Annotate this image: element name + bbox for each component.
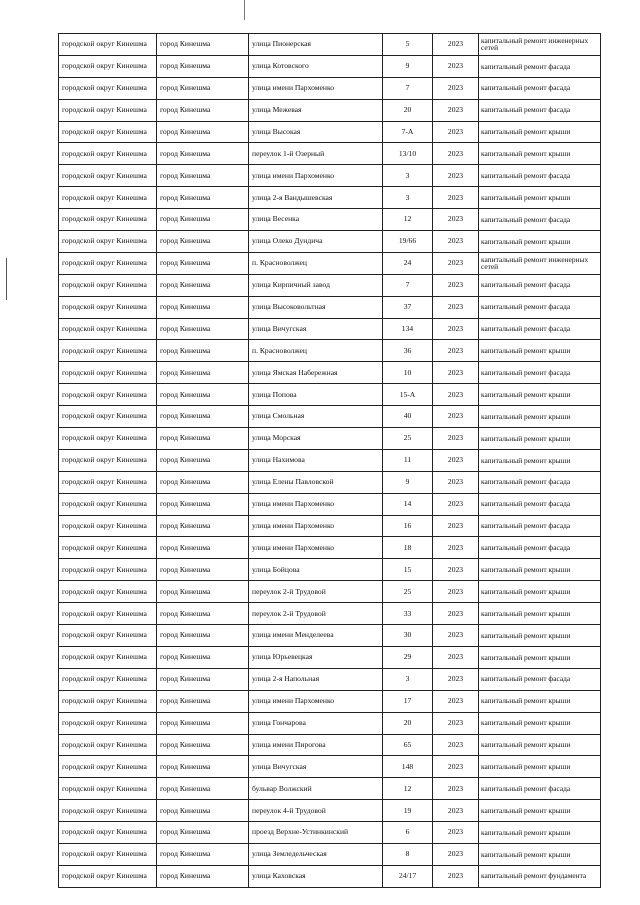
street-cell: улица Вичугская xyxy=(249,756,383,778)
year-cell: 2023 xyxy=(433,625,479,647)
street-cell: улица Высокая xyxy=(249,121,383,143)
municipality-cell: городской округ Кинешма xyxy=(59,406,157,428)
work-type-cell: капитальный ремонт крыши xyxy=(479,822,601,844)
table-row xyxy=(59,428,601,450)
table-row xyxy=(59,34,601,56)
year-cell: 2023 xyxy=(433,187,479,209)
locality-cell: город Кинешма xyxy=(157,712,249,734)
work-type-cell: капитальный ремонт крыши xyxy=(479,646,601,668)
work-type-cell: капитальный ремонт крыши xyxy=(479,384,601,406)
locality-cell: город Кинешма xyxy=(157,143,249,165)
table-row xyxy=(59,362,601,384)
locality-cell: город Кинешма xyxy=(157,77,249,99)
locality-cell: город Кинешма xyxy=(157,384,249,406)
house-number-cell: 30 xyxy=(383,625,433,647)
street-cell: проезд Верхне-Устинкинский xyxy=(249,822,383,844)
work-type-cell: капитальный ремонт крыши xyxy=(479,603,601,625)
table-row xyxy=(59,668,601,690)
house-number-cell: 37 xyxy=(383,296,433,318)
table-row xyxy=(59,209,601,231)
year-cell: 2023 xyxy=(433,734,479,756)
street-cell: переулок 2-й Трудовой xyxy=(249,581,383,603)
municipality-cell: городской округ Кинешма xyxy=(59,209,157,231)
work-type-cell: капитальный ремонт фасада xyxy=(479,209,601,231)
locality-cell: город Кинешма xyxy=(157,340,249,362)
house-number-cell: 3 xyxy=(383,668,433,690)
locality-cell: город Кинешма xyxy=(157,800,249,822)
work-type-cell: капитальный ремонт фасада xyxy=(479,362,601,384)
house-number-cell: 24 xyxy=(383,252,433,274)
house-number-cell: 14 xyxy=(383,493,433,515)
street-cell: улица Кирпичный завод xyxy=(249,274,383,296)
house-number-cell: 29 xyxy=(383,646,433,668)
work-type-cell: капитальный ремонт крыши xyxy=(479,843,601,865)
municipality-cell: городской округ Кинешма xyxy=(59,274,157,296)
house-number-cell: 3 xyxy=(383,165,433,187)
table-row xyxy=(59,296,601,318)
municipality-cell: городской округ Кинешма xyxy=(59,493,157,515)
table-row xyxy=(59,800,601,822)
house-number-cell: 134 xyxy=(383,318,433,340)
street-cell: улица Нахимова xyxy=(249,449,383,471)
street-cell: улица Смольная xyxy=(249,406,383,428)
house-number-cell: 33 xyxy=(383,603,433,625)
work-type-cell: капитальный ремонт крыши xyxy=(479,449,601,471)
work-type-cell: капитальный ремонт фасада xyxy=(479,778,601,800)
house-number-cell: 13/10 xyxy=(383,143,433,165)
year-cell: 2023 xyxy=(433,274,479,296)
house-number-cell: 20 xyxy=(383,99,433,121)
street-cell: улица имени Пархоменко xyxy=(249,515,383,537)
municipality-cell: городской округ Кинешма xyxy=(59,449,157,471)
street-cell: переулок 2-й Трудовой xyxy=(249,603,383,625)
year-cell: 2023 xyxy=(433,843,479,865)
year-cell: 2023 xyxy=(433,428,479,450)
year-cell: 2023 xyxy=(433,340,479,362)
year-cell: 2023 xyxy=(433,143,479,165)
municipality-cell: городской округ Кинешма xyxy=(59,822,157,844)
house-number-cell: 148 xyxy=(383,756,433,778)
municipality-cell: городской округ Кинешма xyxy=(59,77,157,99)
street-cell: улица Ямская Набережная xyxy=(249,362,383,384)
street-cell: п. Красноволжец xyxy=(249,252,383,274)
locality-cell: город Кинешма xyxy=(157,625,249,647)
house-number-cell: 20 xyxy=(383,712,433,734)
locality-cell: город Кинешма xyxy=(157,121,249,143)
table-row xyxy=(59,99,601,121)
street-cell: улица Гончарова xyxy=(249,712,383,734)
table-row xyxy=(59,559,601,581)
work-type-cell: капитальный ремонт фасада xyxy=(479,668,601,690)
street-cell: улица Земледельческая xyxy=(249,843,383,865)
municipality-cell: городской округ Кинешма xyxy=(59,668,157,690)
municipality-cell: городской округ Кинешма xyxy=(59,778,157,800)
locality-cell: город Кинешма xyxy=(157,406,249,428)
work-type-cell: капитальный ремонт фасада xyxy=(479,471,601,493)
locality-cell: город Кинешма xyxy=(157,865,249,887)
year-cell: 2023 xyxy=(433,296,479,318)
table-row xyxy=(59,471,601,493)
year-cell: 2023 xyxy=(433,668,479,690)
work-type-cell: капитальный ремонт крыши xyxy=(479,340,601,362)
locality-cell: город Кинешма xyxy=(157,493,249,515)
municipality-cell: городской округ Кинешма xyxy=(59,559,157,581)
table-body xyxy=(59,34,601,888)
locality-cell: город Кинешма xyxy=(157,515,249,537)
street-cell: улица имени Пирогова xyxy=(249,734,383,756)
table-row xyxy=(59,252,601,274)
street-cell: улица 2-я Напольная xyxy=(249,668,383,690)
locality-cell: город Кинешма xyxy=(157,603,249,625)
table-row xyxy=(59,843,601,865)
municipality-cell: городской округ Кинешма xyxy=(59,187,157,209)
year-cell: 2023 xyxy=(433,384,479,406)
street-cell: улица Бойцова xyxy=(249,559,383,581)
municipality-cell: городской округ Кинешма xyxy=(59,865,157,887)
street-cell: улица Весенка xyxy=(249,209,383,231)
work-type-cell: капитальный ремонт крыши xyxy=(479,712,601,734)
house-number-cell: 5 xyxy=(383,34,433,56)
work-type-cell: капитальный ремонт фасада xyxy=(479,515,601,537)
year-cell: 2023 xyxy=(433,537,479,559)
work-type-cell: капитальный ремонт фасада xyxy=(479,55,601,77)
locality-cell: город Кинешма xyxy=(157,99,249,121)
locality-cell: город Кинешма xyxy=(157,537,249,559)
house-number-cell: 7 xyxy=(383,77,433,99)
table-row xyxy=(59,537,601,559)
table-row xyxy=(59,515,601,537)
work-type-cell: капитальный ремонт фасада xyxy=(479,537,601,559)
house-number-cell: 9 xyxy=(383,471,433,493)
work-type-cell: капитальный ремонт крыши xyxy=(479,581,601,603)
municipality-cell: городской округ Кинешма xyxy=(59,625,157,647)
scan-mark-left xyxy=(6,258,7,300)
year-cell: 2023 xyxy=(433,756,479,778)
locality-cell: город Кинешма xyxy=(157,55,249,77)
street-cell: переулок 4-й Трудовой xyxy=(249,800,383,822)
year-cell: 2023 xyxy=(433,34,479,56)
work-type-cell: капитальный ремонт фасада xyxy=(479,165,601,187)
table-row xyxy=(59,734,601,756)
year-cell: 2023 xyxy=(433,252,479,274)
municipality-cell: городской округ Кинешма xyxy=(59,362,157,384)
house-number-cell: 19 xyxy=(383,800,433,822)
locality-cell: город Кинешма xyxy=(157,187,249,209)
table-row xyxy=(59,55,601,77)
year-cell: 2023 xyxy=(433,559,479,581)
year-cell: 2023 xyxy=(433,515,479,537)
municipality-cell: городской округ Кинешма xyxy=(59,165,157,187)
year-cell: 2023 xyxy=(433,493,479,515)
municipality-cell: городской округ Кинешма xyxy=(59,384,157,406)
year-cell: 2023 xyxy=(433,99,479,121)
locality-cell: город Кинешма xyxy=(157,646,249,668)
street-cell: улица Елены Павловской xyxy=(249,471,383,493)
municipality-cell: городской округ Кинешма xyxy=(59,34,157,56)
street-cell: улица Морская xyxy=(249,428,383,450)
street-cell: улица имени Пархоменко xyxy=(249,537,383,559)
locality-cell: город Кинешма xyxy=(157,734,249,756)
table-row xyxy=(59,121,601,143)
municipality-cell: городской округ Кинешма xyxy=(59,603,157,625)
work-type-cell: капитальный ремонт крыши xyxy=(479,406,601,428)
street-cell: улица имени Менделеева xyxy=(249,625,383,647)
locality-cell: город Кинешма xyxy=(157,209,249,231)
municipality-cell: городской округ Кинешма xyxy=(59,646,157,668)
year-cell: 2023 xyxy=(433,471,479,493)
locality-cell: город Кинешма xyxy=(157,471,249,493)
locality-cell: город Кинешма xyxy=(157,581,249,603)
municipality-cell: городской округ Кинешма xyxy=(59,99,157,121)
locality-cell: город Кинешма xyxy=(157,231,249,253)
work-type-cell: капитальный ремонт фасада xyxy=(479,318,601,340)
municipality-cell: городской округ Кинешма xyxy=(59,318,157,340)
street-cell: бульвар Волжский xyxy=(249,778,383,800)
year-cell: 2023 xyxy=(433,690,479,712)
street-cell: улица Попова xyxy=(249,384,383,406)
locality-cell: город Кинешма xyxy=(157,690,249,712)
year-cell: 2023 xyxy=(433,55,479,77)
year-cell: 2023 xyxy=(433,231,479,253)
locality-cell: город Кинешма xyxy=(157,252,249,274)
work-type-cell: капитальный ремонт крыши xyxy=(479,756,601,778)
year-cell: 2023 xyxy=(433,865,479,887)
repair-schedule-table xyxy=(58,33,601,888)
locality-cell: город Кинешма xyxy=(157,756,249,778)
house-number-cell: 8 xyxy=(383,843,433,865)
house-number-cell: 7 xyxy=(383,274,433,296)
locality-cell: город Кинешма xyxy=(157,778,249,800)
table-row xyxy=(59,77,601,99)
house-number-cell: 19/66 xyxy=(383,231,433,253)
municipality-cell: городской округ Кинешма xyxy=(59,55,157,77)
work-type-cell: капитальный ремонт фасада xyxy=(479,274,601,296)
street-cell: улица Высоковольтная xyxy=(249,296,383,318)
work-type-cell: капитальный ремонт крыши xyxy=(479,559,601,581)
street-cell: улица Вичугская xyxy=(249,318,383,340)
street-cell: улица Межевая xyxy=(249,99,383,121)
work-type-cell: капитальный ремонт крыши xyxy=(479,734,601,756)
table-row xyxy=(59,646,601,668)
table-row xyxy=(59,712,601,734)
table-row xyxy=(59,165,601,187)
work-type-cell: капитальный ремонт инженерных сетей xyxy=(479,34,601,56)
year-cell: 2023 xyxy=(433,712,479,734)
year-cell: 2023 xyxy=(433,778,479,800)
year-cell: 2023 xyxy=(433,362,479,384)
table-row xyxy=(59,756,601,778)
municipality-cell: городской округ Кинешма xyxy=(59,843,157,865)
municipality-cell: городской округ Кинешма xyxy=(59,340,157,362)
table-row xyxy=(59,690,601,712)
table-row xyxy=(59,822,601,844)
work-type-cell: капитальный ремонт фасада xyxy=(479,296,601,318)
locality-cell: город Кинешма xyxy=(157,296,249,318)
work-type-cell: капитальный ремонт инженерных сетей xyxy=(479,252,601,274)
house-number-cell: 15-А xyxy=(383,384,433,406)
municipality-cell: городской округ Кинешма xyxy=(59,537,157,559)
table-row xyxy=(59,340,601,362)
house-number-cell: 3 xyxy=(383,187,433,209)
house-number-cell: 15 xyxy=(383,559,433,581)
work-type-cell: капитальный ремонт крыши xyxy=(479,800,601,822)
year-cell: 2023 xyxy=(433,77,479,99)
table-row xyxy=(59,384,601,406)
street-cell: улица имени Пархоменко xyxy=(249,493,383,515)
table-row xyxy=(59,865,601,887)
year-cell: 2023 xyxy=(433,646,479,668)
table-row xyxy=(59,406,601,428)
municipality-cell: городской округ Кинешма xyxy=(59,712,157,734)
house-number-cell: 18 xyxy=(383,537,433,559)
work-type-cell: капитальный ремонт фасада xyxy=(479,77,601,99)
work-type-cell: капитальный ремонт крыши xyxy=(479,428,601,450)
table-row xyxy=(59,778,601,800)
locality-cell: город Кинешма xyxy=(157,559,249,581)
work-type-cell: капитальный ремонт фасада xyxy=(479,99,601,121)
table-row xyxy=(59,274,601,296)
house-number-cell: 40 xyxy=(383,406,433,428)
municipality-cell: городской округ Кинешма xyxy=(59,581,157,603)
house-number-cell: 65 xyxy=(383,734,433,756)
year-cell: 2023 xyxy=(433,406,479,428)
house-number-cell: 24/17 xyxy=(383,865,433,887)
house-number-cell: 11 xyxy=(383,449,433,471)
street-cell: улица Каховская xyxy=(249,865,383,887)
locality-cell: город Кинешма xyxy=(157,318,249,340)
municipality-cell: городской округ Кинешма xyxy=(59,471,157,493)
table-row xyxy=(59,449,601,471)
year-cell: 2023 xyxy=(433,449,479,471)
street-cell: улица имени Пархоменко xyxy=(249,77,383,99)
street-cell: п. Красноволжец xyxy=(249,340,383,362)
municipality-cell: городской округ Кинешма xyxy=(59,231,157,253)
municipality-cell: городской округ Кинешма xyxy=(59,800,157,822)
municipality-cell: городской округ Кинешма xyxy=(59,734,157,756)
year-cell: 2023 xyxy=(433,800,479,822)
table-row xyxy=(59,231,601,253)
locality-cell: город Кинешма xyxy=(157,165,249,187)
house-number-cell: 17 xyxy=(383,690,433,712)
scan-mark-top xyxy=(244,0,245,20)
locality-cell: город Кинешма xyxy=(157,668,249,690)
street-cell: улица 2-я Вандышевская xyxy=(249,187,383,209)
street-cell: улица Юрьевецкая xyxy=(249,646,383,668)
street-cell: улица Котовского xyxy=(249,55,383,77)
municipality-cell: городской округ Кинешма xyxy=(59,428,157,450)
house-number-cell: 7-А xyxy=(383,121,433,143)
year-cell: 2023 xyxy=(433,121,479,143)
table-row xyxy=(59,143,601,165)
house-number-cell: 12 xyxy=(383,778,433,800)
work-type-cell: капитальный ремонт крыши xyxy=(479,143,601,165)
locality-cell: город Кинешма xyxy=(157,428,249,450)
municipality-cell: городской округ Кинешма xyxy=(59,690,157,712)
locality-cell: город Кинешма xyxy=(157,822,249,844)
street-cell: улица имени Пархоменко xyxy=(249,690,383,712)
work-type-cell: капитальный ремонт фундамента xyxy=(479,865,601,887)
house-number-cell: 25 xyxy=(383,581,433,603)
locality-cell: город Кинешма xyxy=(157,843,249,865)
table-row xyxy=(59,603,601,625)
locality-cell: город Кинешма xyxy=(157,362,249,384)
house-number-cell: 9 xyxy=(383,55,433,77)
year-cell: 2023 xyxy=(433,165,479,187)
work-type-cell: капитальный ремонт фасада xyxy=(479,493,601,515)
house-number-cell: 36 xyxy=(383,340,433,362)
table-row xyxy=(59,493,601,515)
work-type-cell: капитальный ремонт крыши xyxy=(479,187,601,209)
year-cell: 2023 xyxy=(433,822,479,844)
municipality-cell: городской округ Кинешма xyxy=(59,296,157,318)
street-cell: улица Пионерская xyxy=(249,34,383,56)
year-cell: 2023 xyxy=(433,581,479,603)
locality-cell: город Кинешма xyxy=(157,449,249,471)
work-type-cell: капитальный ремонт крыши xyxy=(479,121,601,143)
house-number-cell: 10 xyxy=(383,362,433,384)
table-row xyxy=(59,187,601,209)
locality-cell: город Кинешма xyxy=(157,34,249,56)
house-number-cell: 6 xyxy=(383,822,433,844)
work-type-cell: капитальный ремонт крыши xyxy=(479,231,601,253)
street-cell: улица имени Пархоменко xyxy=(249,165,383,187)
municipality-cell: городской округ Кинешма xyxy=(59,143,157,165)
table-row xyxy=(59,318,601,340)
municipality-cell: городской округ Кинешма xyxy=(59,252,157,274)
street-cell: переулок 1-й Озерный xyxy=(249,143,383,165)
municipality-cell: городской округ Кинешма xyxy=(59,515,157,537)
work-type-cell: капитальный ремонт крыши xyxy=(479,690,601,712)
table-row xyxy=(59,581,601,603)
street-cell: улица Олеко Дундича xyxy=(249,231,383,253)
year-cell: 2023 xyxy=(433,318,479,340)
locality-cell: город Кинешма xyxy=(157,274,249,296)
house-number-cell: 12 xyxy=(383,209,433,231)
work-type-cell: капитальный ремонт крыши xyxy=(479,625,601,647)
house-number-cell: 25 xyxy=(383,428,433,450)
year-cell: 2023 xyxy=(433,209,479,231)
municipality-cell: городской округ Кинешма xyxy=(59,756,157,778)
table-row xyxy=(59,625,601,647)
municipality-cell: городской округ Кинешма xyxy=(59,121,157,143)
year-cell: 2023 xyxy=(433,603,479,625)
house-number-cell: 16 xyxy=(383,515,433,537)
